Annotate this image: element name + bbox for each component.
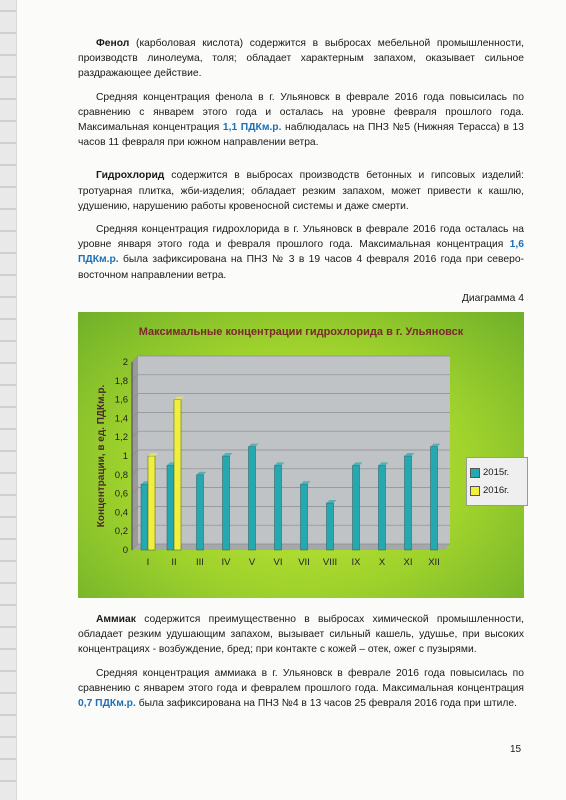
- bar-2015-XII: [431, 447, 438, 550]
- hcl-chart: [78, 312, 524, 598]
- chart-svg: [78, 312, 524, 598]
- x-tick-label: III: [196, 557, 204, 569]
- phenol-text-b: наблюдалась на ПНЗ №5 (Нижняя Терасса) в 13 часов 11 февраля при южном направлении ветра.: [78, 122, 525, 149]
- ammonia-term: Аммиак: [96, 614, 136, 626]
- x-tick-label: XII: [428, 557, 440, 569]
- bar-2015-II: [167, 465, 174, 550]
- bar-2015-VI: [275, 465, 282, 550]
- y-tick-label: 0,8: [114, 469, 128, 481]
- hcl-text-b: была зафиксирована на ПНЗ № 3 в 19 часов 4 февраля 2016 года при северо-восточном направлении ветра.: [78, 254, 524, 281]
- bar-2015-III: [197, 475, 204, 550]
- legend-item-2015: [470, 465, 524, 480]
- ammonia-paragraph: [78, 612, 524, 658]
- y-tick-label: 1,8: [114, 375, 128, 387]
- y-tick-label: 0,2: [114, 526, 128, 538]
- ammonia-concentration-paragraph: [78, 666, 524, 712]
- x-tick-label: IX: [351, 557, 361, 569]
- phenol-text-a: Средняя концентрация фенола в г. Ульяновск в феврале 2016 года повысилась по сравнению с январем этого года и осталась на уровне февраля прошлого года. Максимальная концентрация: [78, 91, 524, 134]
- hcl-text-a: Средняя концентрация гидрохлорида в г. Ульяновск в феврале 2016 года осталась на уровне января этого года и февраля прошлого года. Максимальная концентрация: [78, 224, 524, 251]
- ring-binding: [0, 0, 17, 800]
- page-number: 15: [510, 744, 522, 755]
- legend-label-2015: 2015г.: [483, 467, 510, 479]
- y-tick-label: 1: [122, 451, 128, 463]
- bar-2016-II: [174, 400, 181, 550]
- bar-2015-VII: [301, 484, 308, 550]
- phenol-concentration-paragraph: [78, 90, 524, 151]
- chart-legend: [466, 457, 528, 506]
- bar-2015-VIII: [327, 503, 334, 550]
- x-tick-label: V: [248, 557, 256, 569]
- bar-2015-X: [379, 465, 386, 550]
- legend-swatch-2015: [470, 468, 480, 478]
- y-axis-label: Концентрации, в ед. ПДКм.р.: [96, 384, 107, 528]
- y-tick-label: 1,2: [114, 432, 128, 444]
- legend-label-2016: 2016г.: [483, 485, 510, 497]
- ammonia-text-a: Средняя концентрация аммиака в г. Ульяновск в феврале 2016 года повысилась по сравнению с январем этого года и февралем прошлого года. Максимальная концентрация: [78, 667, 524, 694]
- ammonia-intro: содержится преимущественно в выбросах химической промышленности, обладает резким удушающим запахом, вызывает сильный кашель, удушье, при высоких концентрациях - возбуждение, бред; при контакте с кожей – отек, ожег с пузырями.: [78, 614, 524, 656]
- bar-2015-I: [141, 484, 148, 550]
- bar-2015-IX: [353, 465, 360, 550]
- hcl-concentration-paragraph: [78, 222, 524, 283]
- hcl-term: Гидрохлорид: [96, 170, 165, 182]
- hcl-intro: содержится в выбросах производств бетонных и гипсовых изделий: тротуарная плитка, жби-изделия; обладает резким запахом, может привести к кашлю, удушению, нарушению работы кровеносной системы и даже смерти.: [78, 170, 524, 212]
- phenol-intro: (карболовая кислота) содержится в выбросах мебельной промышленности, производств линолеума, толя; обладает характерным запахом, оказывает сильное раздражающее действие.: [78, 38, 524, 80]
- y-tick-label: 0: [122, 545, 128, 557]
- y-tick-label: 1,4: [114, 413, 128, 425]
- legend-swatch-2016: [470, 486, 480, 496]
- y-tick-label: 1,6: [114, 394, 128, 406]
- bar-2016-I: [148, 456, 155, 550]
- phenol-paragraph: [78, 36, 524, 82]
- x-tick-label: VIII: [322, 557, 338, 569]
- bar-2015-V: [249, 447, 256, 550]
- y-tick-label: 0,6: [114, 488, 128, 500]
- ammonia-max-value: 0,7 ПДКм.р.: [78, 698, 136, 710]
- document-page: [78, 36, 524, 719]
- hcl-max-value: 1,6 ПДКм.р.: [78, 239, 524, 266]
- x-tick-label: XI: [403, 557, 413, 569]
- phenol-term: Фенол: [96, 38, 130, 49]
- x-tick-label: I: [146, 557, 150, 569]
- ammonia-text-b: была зафиксирована на ПНЗ №4 в 13 часов 25 февраля 2016 года при штиле.: [135, 698, 517, 710]
- phenol-max-value: 1,1 ПДКм.р.: [222, 122, 282, 134]
- x-tick-label: VII: [298, 557, 310, 569]
- x-tick-label: X: [378, 557, 386, 569]
- y-tick-label: 0,4: [114, 507, 128, 519]
- x-tick-label: II: [171, 557, 177, 569]
- bar-2015-IV: [223, 456, 230, 550]
- diagram-caption: Диаграмма 4: [461, 292, 524, 304]
- chart-title: Максимальные концентрации гидрохлорида в г. Ульяновск: [138, 326, 464, 339]
- x-tick-label: VI: [273, 557, 283, 569]
- hcl-paragraph: [78, 168, 524, 214]
- y-tick-label: 2: [122, 357, 128, 369]
- legend-item-2016: [470, 483, 524, 498]
- x-tick-label: IV: [221, 557, 231, 569]
- bar-2015-XI: [405, 456, 412, 550]
